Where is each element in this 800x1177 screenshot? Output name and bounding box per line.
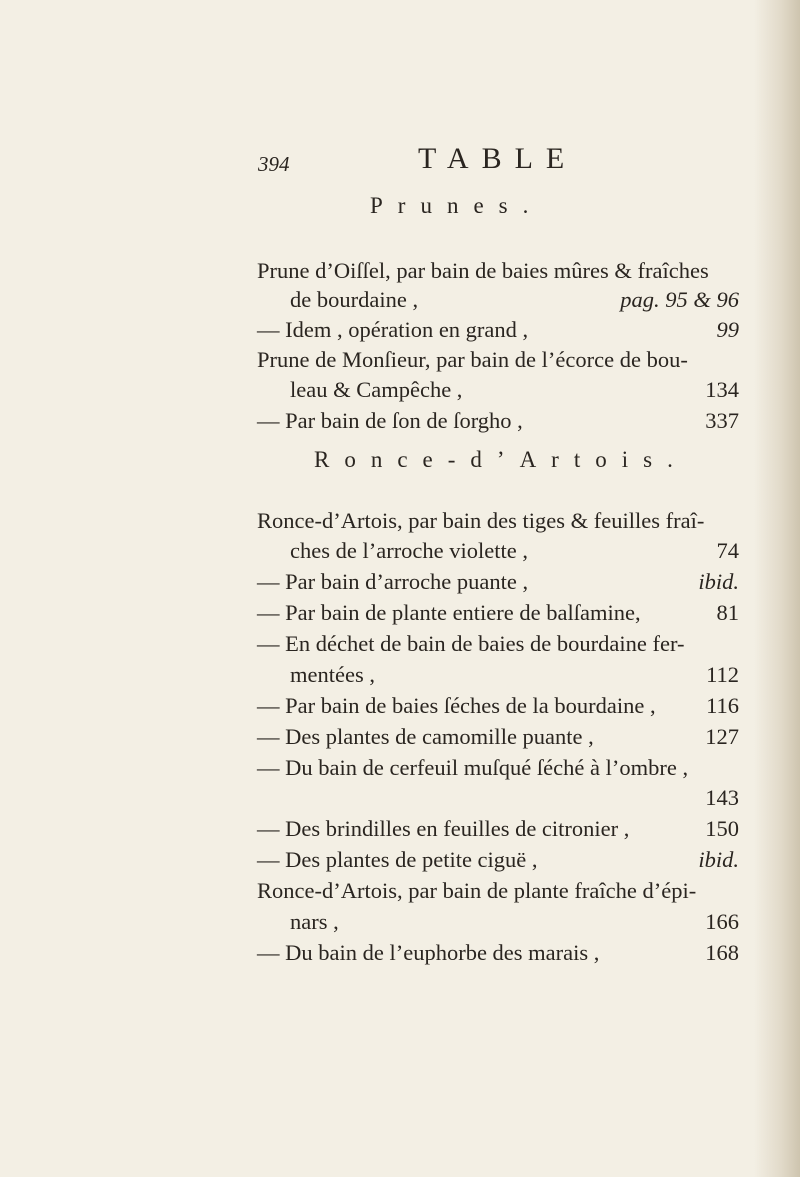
page-reference: ibid. xyxy=(698,569,739,594)
entry-text: — Des plantes de camomille puante , xyxy=(257,724,594,749)
section-heading-ronce-dartois: Ronce-d’Artois. xyxy=(314,447,688,472)
entry-text: Prune de Monſieur, par bain de l’écorce de bou- xyxy=(257,347,688,372)
index-line xyxy=(290,537,739,565)
entry-text: de bourdaine , xyxy=(290,287,419,312)
page-reference: 99 xyxy=(716,317,739,342)
entry-text: — Par bain d’arroche puante , xyxy=(257,569,529,594)
page-reference: 168 xyxy=(705,940,739,965)
entry-text: — Des brindilles en feuilles de citronier , xyxy=(257,816,630,841)
index-line xyxy=(257,754,739,782)
entry-text: Ronce-d’Artois, par bain des tiges & feuilles fraî- xyxy=(257,508,705,533)
entry-text: — En déchet de bain de baies de bourdaine fer- xyxy=(257,631,685,656)
page-number: 394 xyxy=(258,152,290,176)
entry-text: Ronce-d’Artois, par bain de plante fraîche d’épi- xyxy=(257,878,697,903)
index-line xyxy=(257,815,739,843)
page-reference: ibid. xyxy=(698,847,739,872)
index-line xyxy=(257,407,739,435)
page-reference: 134 xyxy=(705,377,739,402)
index-line xyxy=(257,507,739,535)
page-reference: 112 xyxy=(706,662,739,687)
index-line xyxy=(257,257,739,285)
page-reference: pag. 95 & 96 xyxy=(620,287,739,312)
index-line xyxy=(257,568,739,596)
entry-text: — Par bain de ſon de ſorgho , xyxy=(257,408,523,433)
running-title: TABLE xyxy=(418,142,578,175)
section-heading-prunes: Prunes. xyxy=(370,193,544,218)
entry-text: — Du bain de cerfeuil muſqué ſéché à l’ombre , xyxy=(257,755,689,780)
page-edge-shadow xyxy=(754,0,800,1177)
page-reference: 166 xyxy=(705,909,739,934)
page-reference: 81 xyxy=(716,600,739,625)
page-reference: 143 xyxy=(705,785,739,810)
index-line xyxy=(257,692,739,720)
index-line xyxy=(290,661,739,689)
entry-text: — Des plantes de petite ciguë , xyxy=(257,847,538,872)
index-line xyxy=(257,346,739,374)
page-reference: 337 xyxy=(705,408,739,433)
index-line xyxy=(257,846,739,874)
index-line xyxy=(257,877,739,905)
page-reference: 127 xyxy=(705,724,739,749)
entry-text: ches de l’arroche violette , xyxy=(290,538,529,563)
page-reference: 74 xyxy=(716,538,739,563)
index-line xyxy=(257,316,739,344)
entry-text: leau & Campêche , xyxy=(290,377,463,402)
entry-text: nars , xyxy=(290,909,339,934)
index-line xyxy=(257,630,739,658)
page-reference: 116 xyxy=(706,693,739,718)
entry-text: — Par bain de baies ſéches de la bourdaine , xyxy=(257,693,656,718)
index-line xyxy=(257,939,739,967)
index-line xyxy=(257,599,739,627)
entry-text: — Du bain de l’euphorbe des marais , xyxy=(257,940,600,965)
index-line xyxy=(290,286,739,314)
index-line xyxy=(257,723,739,751)
entry-text: mentées , xyxy=(290,662,375,687)
page-reference: 150 xyxy=(705,816,739,841)
entry-text: Prune d’Oiſſel, par bain de baies mûres & fraîches xyxy=(257,258,709,283)
index-line xyxy=(290,908,739,936)
entry-text: — Par bain de plante entiere de balſamine, xyxy=(257,600,641,625)
index-line xyxy=(290,376,739,404)
entry-text: — Idem , opération en grand , xyxy=(257,317,529,342)
